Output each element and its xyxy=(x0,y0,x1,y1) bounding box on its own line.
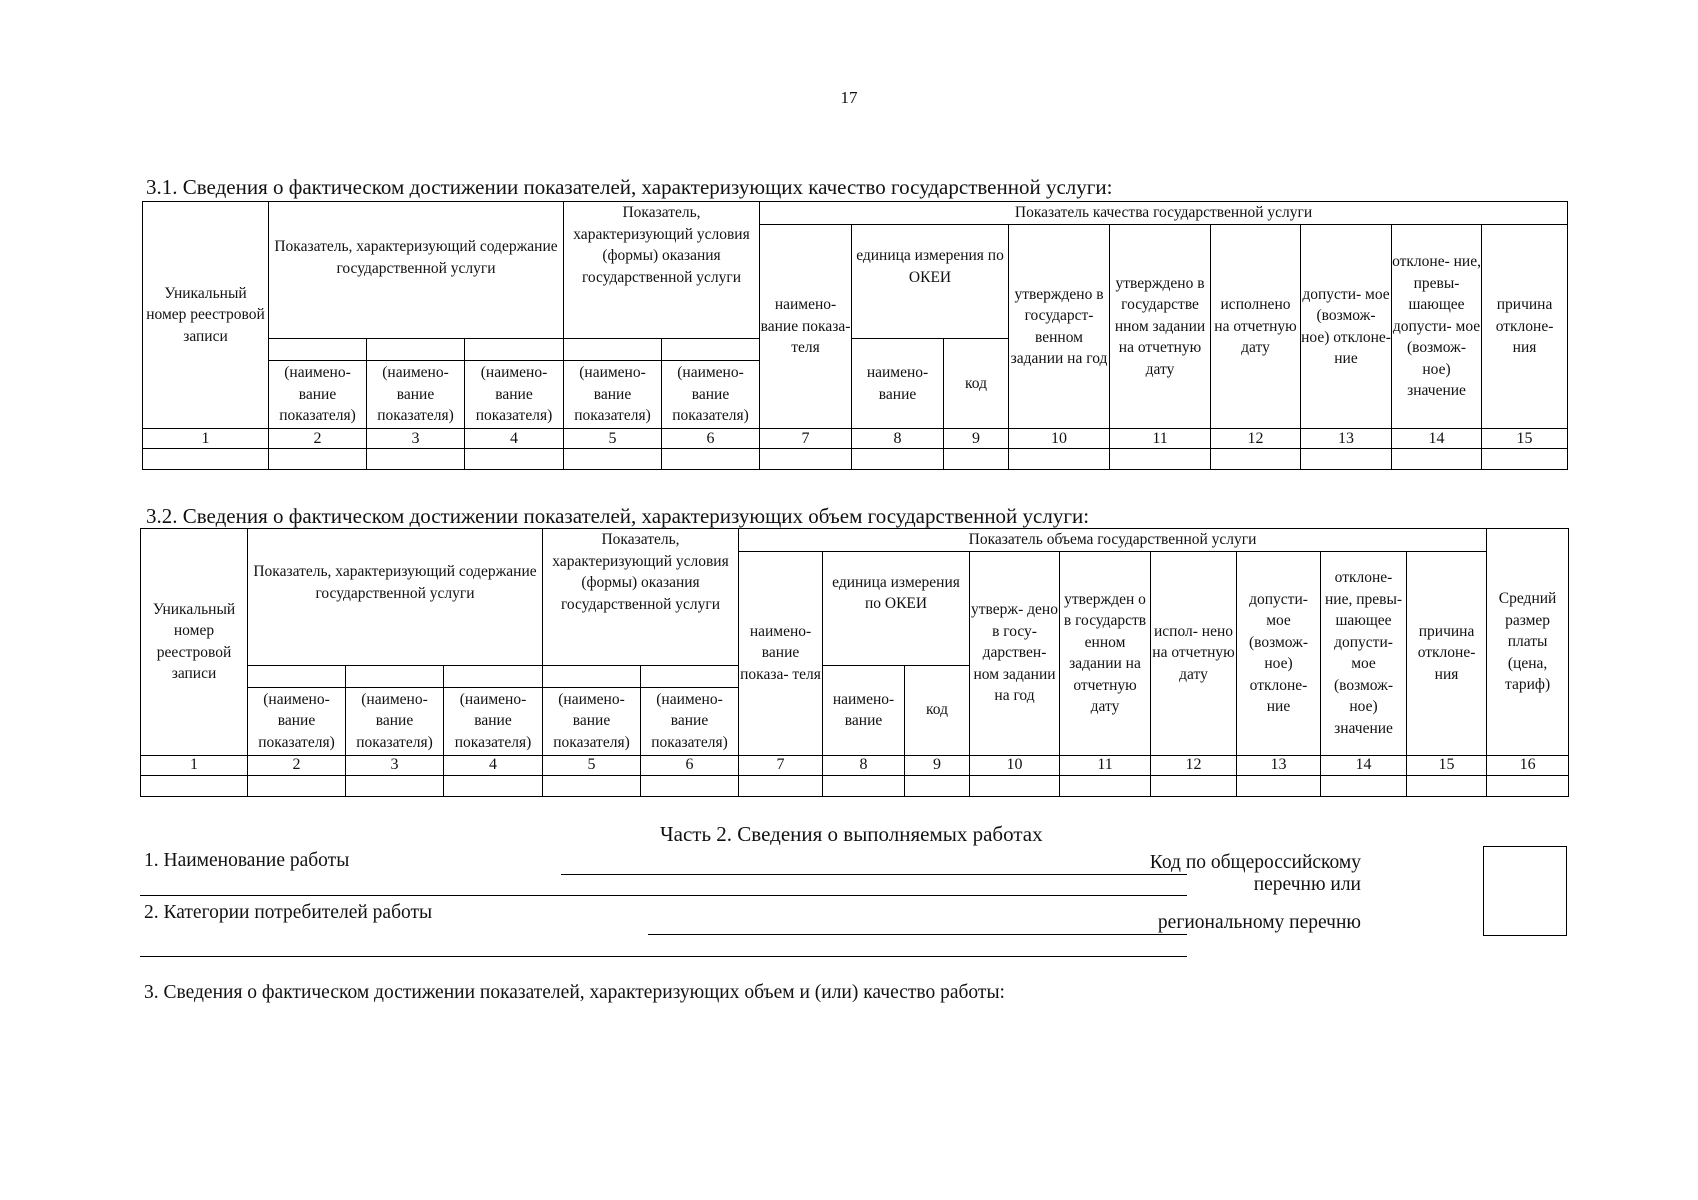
empty-data-row xyxy=(141,775,1569,796)
consumers-field[interactable] xyxy=(648,934,1187,935)
data-cell[interactable] xyxy=(564,449,662,470)
header-sub-name: (наимено- вание показателя) xyxy=(662,361,760,429)
quality-indicators-table xyxy=(142,201,1568,470)
column-number: 8 xyxy=(823,755,905,775)
header-blank xyxy=(269,339,367,361)
column-number: 6 xyxy=(662,429,760,449)
header-conditions-indicator: Показатель, характеризующий условия (формы) оказания государственной услуги xyxy=(543,529,739,666)
data-cell[interactable] xyxy=(1482,449,1568,470)
header-unit-name: наимено- вание xyxy=(852,339,944,429)
header-approved-date: утверждено в государстве нном задании на отчетную дату xyxy=(1110,225,1211,429)
data-cell[interactable] xyxy=(1237,775,1321,796)
data-cell[interactable] xyxy=(1009,449,1110,470)
code-label-line-1: Код по общероссийскому xyxy=(1149,852,1361,873)
data-cell[interactable] xyxy=(662,449,760,470)
consumers-field-continued[interactable] xyxy=(140,956,1187,957)
header-blank xyxy=(465,339,564,361)
data-cell[interactable] xyxy=(1151,775,1237,796)
header-average-fee: Средний размер платы (цена, тариф) xyxy=(1487,529,1569,756)
data-cell[interactable] xyxy=(141,775,248,796)
header-content-indicator: Показатель, характеризующий содержание государственной услуги xyxy=(269,202,564,339)
column-number: 4 xyxy=(465,429,564,449)
code-label xyxy=(1150,852,1361,896)
header-blank xyxy=(662,339,760,361)
page-number: 17 xyxy=(840,88,858,107)
column-number: 11 xyxy=(1060,755,1151,775)
header-conditions-indicator: Показатель, характеризующий условия (формы) оказания государственной услуги xyxy=(564,202,760,339)
header-sub-name: (наимено- вание показателя) xyxy=(367,361,465,429)
data-cell[interactable] xyxy=(143,449,269,470)
column-number: 15 xyxy=(1482,429,1568,449)
data-cell[interactable] xyxy=(248,775,346,796)
column-number: 9 xyxy=(944,429,1009,449)
header-blank xyxy=(564,339,662,361)
column-number: 10 xyxy=(1009,429,1110,449)
header-sub-name: (наимено- вание показателя) xyxy=(641,687,739,755)
column-number: 15 xyxy=(1407,755,1487,775)
column-number: 13 xyxy=(1301,429,1392,449)
data-cell[interactable] xyxy=(760,449,852,470)
header-blank xyxy=(641,665,739,687)
column-number: 12 xyxy=(1211,429,1301,449)
header-deviation-reason: причина отклоне- ния xyxy=(1482,225,1568,429)
data-cell[interactable] xyxy=(823,775,905,796)
column-number: 13 xyxy=(1237,755,1321,775)
consumers-label: 2. Категории потребителей работы xyxy=(144,902,433,923)
work-name-field[interactable] xyxy=(561,874,1187,875)
data-cell[interactable] xyxy=(905,775,970,796)
header-unit: единица измерения по ОКЕИ xyxy=(823,551,970,665)
header-quality-group: Показатель качества государственной услуги xyxy=(760,202,1568,225)
column-number: 5 xyxy=(564,429,662,449)
header-unit-name: наимено- вание xyxy=(823,665,905,755)
data-cell[interactable] xyxy=(944,449,1009,470)
data-cell[interactable] xyxy=(1392,449,1482,470)
header-blank xyxy=(444,665,543,687)
header-allowed-deviation: допусти- мое (возмож- ное) отклоне- ние xyxy=(1237,551,1321,755)
data-cell[interactable] xyxy=(367,449,465,470)
column-number: 3 xyxy=(367,429,465,449)
data-cell[interactable] xyxy=(269,449,367,470)
data-cell[interactable] xyxy=(1321,775,1407,796)
data-cell[interactable] xyxy=(1487,775,1569,796)
column-number: 10 xyxy=(970,755,1060,775)
volume-indicators-table xyxy=(140,528,1569,797)
section-3-work-heading: 3. Сведения о фактическом достижении показателей, характеризующих объем и (или) качество работы: xyxy=(144,982,1005,1003)
header-blank xyxy=(367,339,465,361)
data-cell[interactable] xyxy=(1110,449,1211,470)
header-allowed-deviation: допусти- мое (возмож- ное) отклоне- ние xyxy=(1301,225,1392,429)
column-number: 16 xyxy=(1487,755,1569,775)
data-cell[interactable] xyxy=(1407,775,1487,796)
data-cell[interactable] xyxy=(444,775,543,796)
header-indicator-name: наимено- вание показа- теля xyxy=(739,551,823,755)
header-sub-name: (наимено- вание показателя) xyxy=(564,361,662,429)
header-volume-group: Показатель объема государственной услуги xyxy=(739,529,1487,552)
data-cell[interactable] xyxy=(465,449,564,470)
column-number: 6 xyxy=(641,755,739,775)
header-approved-year: утверждено в государст- венном задании на год xyxy=(1009,225,1110,429)
header-sub-name: (наимено- вание показателя) xyxy=(346,687,444,755)
data-cell[interactable] xyxy=(852,449,944,470)
header-content-indicator: Показатель, характеризующий содержание государственной услуги xyxy=(248,529,543,666)
part-2-title: Часть 2. Сведения о выполняемых работах xyxy=(660,822,1043,846)
header-sub-name: (наимено- вание показателя) xyxy=(444,687,543,755)
header-approved-year: утверж- дено в госу- дарствен- ном задании на год xyxy=(970,551,1060,755)
header-sub-name: (наимено- вание показателя) xyxy=(248,687,346,755)
code-label-line-3: региональному перечню xyxy=(1157,912,1361,933)
column-number: 9 xyxy=(905,755,970,775)
empty-data-row xyxy=(143,449,1568,470)
column-number: 5 xyxy=(543,755,641,775)
column-number: 4 xyxy=(444,755,543,775)
data-cell[interactable] xyxy=(346,775,444,796)
data-cell[interactable] xyxy=(1211,449,1301,470)
header-unit-code: код xyxy=(905,665,970,755)
data-cell[interactable] xyxy=(970,775,1060,796)
header-unique-number: Уникальный номер реестровой записи xyxy=(141,529,248,756)
header-blank xyxy=(248,665,346,687)
header-sub-name: (наимено- вание показателя) xyxy=(465,361,564,429)
data-cell[interactable] xyxy=(1301,449,1392,470)
code-box[interactable] xyxy=(1483,846,1567,936)
column-number: 11 xyxy=(1110,429,1211,449)
header-exceeding-deviation: отклоне- ние, превы- шающее допусти- мое (возмож- ное) значение xyxy=(1392,225,1482,429)
data-cell[interactable] xyxy=(1060,775,1151,796)
header-approved-date: утвержден о в государств енном задании на отчетную дату xyxy=(1060,551,1151,755)
column-number: 7 xyxy=(739,755,823,775)
work-name-label: 1. Наименование работы xyxy=(144,850,350,871)
column-number: 2 xyxy=(269,429,367,449)
column-number: 1 xyxy=(141,755,248,775)
header-blank xyxy=(346,665,444,687)
header-exceeding-deviation: отклоне- ние, превы- шающее допусти- мое (возмож- ное) значение xyxy=(1321,551,1407,755)
column-number: 3 xyxy=(346,755,444,775)
header-executed: испол- нено на отчетную дату xyxy=(1151,551,1237,755)
header-sub-name: (наимено- вание показателя) xyxy=(269,361,367,429)
column-number: 14 xyxy=(1392,429,1482,449)
header-unit: единица измерения по ОКЕИ xyxy=(852,225,1009,339)
data-cell[interactable] xyxy=(641,775,739,796)
section-3-2-heading: 3.2. Сведения о фактическом достижении показателей, характеризующих объем государственной услуги: xyxy=(146,504,1090,528)
header-sub-name: (наимено- вание показателя) xyxy=(543,687,641,755)
column-number: 2 xyxy=(248,755,346,775)
header-indicator-name: наимено- вание показа- теля xyxy=(760,225,852,429)
header-deviation-reason: причина отклоне- ния xyxy=(1407,551,1487,755)
work-name-field-continued[interactable] xyxy=(140,895,1187,896)
column-number: 8 xyxy=(852,429,944,449)
column-number: 12 xyxy=(1151,755,1237,775)
header-executed: исполнено на отчетную дату xyxy=(1211,225,1301,429)
header-blank xyxy=(543,665,641,687)
column-number: 1 xyxy=(143,429,269,449)
code-label-line-2: перечню или xyxy=(1253,874,1361,895)
section-3-1-heading: 3.1. Сведения о фактическом достижении показателей, характеризующих качество государственной услуги: xyxy=(146,175,1113,199)
data-cell[interactable] xyxy=(543,775,641,796)
header-unique-number: Уникальный номер реестровой записи xyxy=(143,202,269,429)
data-cell[interactable] xyxy=(739,775,823,796)
column-number: 7 xyxy=(760,429,852,449)
header-unit-code: код xyxy=(944,339,1009,429)
column-number: 14 xyxy=(1321,755,1407,775)
